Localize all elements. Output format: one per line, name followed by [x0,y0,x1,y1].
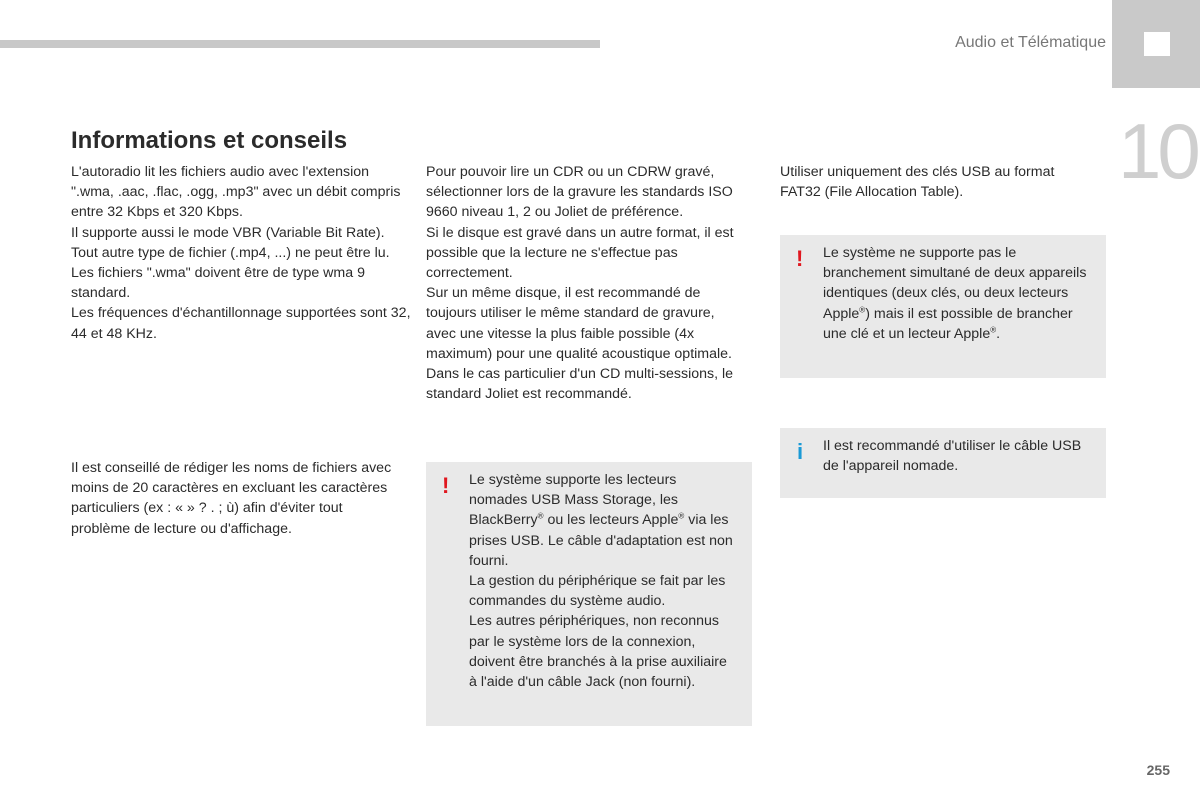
text-run: ) mais il est possible de brancher une clé et un lecteur Apple [823,305,1073,342]
chapter-number: 10 [1118,107,1197,195]
registered-mark: ® [990,325,997,335]
usb-warning-box [426,462,752,726]
column2-text [426,162,748,404]
paragraph: Pour pouvoir lire un CDR ou un CDRW gravé, sélectionner lors de la gravure les standards ISO 9660 niveau 1, 2 ou Joliet de préférence. [426,164,733,221]
warning-icon: ! [796,246,804,271]
registered-mark: ® [859,304,866,314]
paragraph: Il supporte aussi le mode VBR (Variable Bit Rate). [71,224,385,241]
paragraph: Les fréquences d'échantillonnage supportées sont 32, 44 et 48 KHz. [71,305,411,342]
paragraph: Utiliser uniquement des clés USB au format FAT32 (File Allocation Table). [780,164,1055,201]
text-run: via les prises USB. Le câble d'adaptation est non fourni. [469,512,733,569]
warning-paragraph: Les autres périphériques, non reconnus par le système lors de la connexion, doivent être branchés à la prise auxiliaire à l'aide d'un câble Jack (non fourni). [469,613,727,691]
chapter-tab-square [1144,32,1170,56]
warning-text [823,243,1090,344]
column1-text [71,162,411,344]
warning-text [469,470,736,692]
paragraph: Si le disque est gravé dans un autre format, il est possible que la lecture ne s'effectue pas correctement. [426,224,734,282]
info-icon: i [797,439,804,464]
header-rule [0,40,600,48]
paragraph: Sur un même disque, il est recommandé de toujours utiliser le même standard de gravure, avec une vitesse la plus faible possible (4x maximum) pour une qualité acoustique optimale. [426,285,732,362]
page-number: 255 [1146,762,1170,778]
paragraph: Tout autre type de fichier (.mp4, ...) ne peut être lu. [71,244,390,261]
warning-paragraph [823,243,1090,344]
text-run: Le système supporte les lecteurs nomades USB Mass Storage, les BlackBerry [469,472,678,529]
text-run: Le système ne supporte pas le branchement simultané de deux appareils identiques (deux clés, ou deux lecteurs Apple [823,245,1087,322]
info-text [823,436,1090,476]
warning-paragraph: La gestion du périphérique se fait par les commandes du système audio. [469,573,726,610]
text-run: ou les lecteurs Apple [543,512,679,529]
paragraph: Il est conseillé de rédiger les noms de fichiers avec moins de 20 caractères en excluant les caractères particuliers (ex : « » ? . ; ù) afin d'éviter tout problème de lecture ou d'affichage. [71,460,392,537]
chapter-tab [1112,0,1200,88]
registered-mark: ® [678,511,685,521]
page-title: Informations et conseils [71,127,348,154]
text-run: . [996,325,1001,342]
info-paragraph: Il est recommandé d'utiliser le câble USB de l'appareil nomade. [823,438,1082,475]
section-title: Audio et Télématique [955,34,1106,51]
registered-mark: ® [537,511,544,521]
paragraph: Les fichiers ".wma" doivent être de type wma 9 standard. [71,265,365,302]
warning-paragraph [469,470,736,571]
warning-icon: ! [442,473,450,498]
paragraph: L'autoradio lit les fichiers audio avec l'extension ".wma, .aac, .flac, .ogg, .mp3" avec un débit compris entre 32 Kbps et 320 Kbps. [71,164,401,221]
column1-filename-advice [71,458,401,539]
paragraph: Dans le cas particulier d'un CD multi-sessions, le standard Joliet est recommandé. [426,366,734,403]
apple-warning-box [780,235,1106,378]
column3-text [780,162,1080,202]
cable-info-box [780,428,1106,498]
